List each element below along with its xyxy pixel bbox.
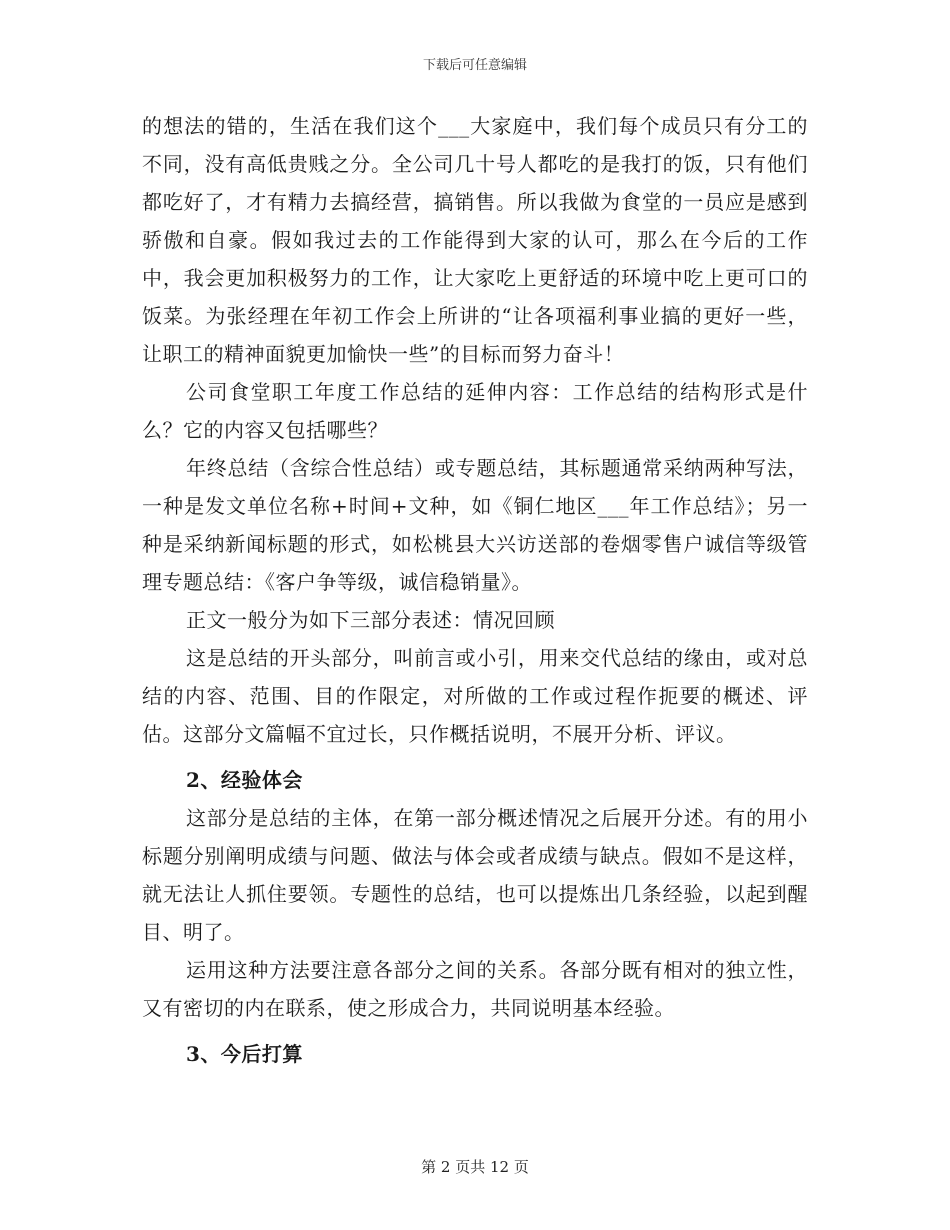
paragraph-body-sections: 正文一般分为如下三部分表述：情况回顾: [186, 608, 555, 632]
paragraph-title-format: 年终总结（含综合性总结）或专题总结，其标题通常采纳两种写法，一种是发文单位名称+时间+文种，如《铜仁地区___年工作总结》；另一种是采纳新闻标题的形式，如松桃县大兴访送部的卷烟零售户诚信等级管理专题总结：《客户争等级，诚信稳销量》。: [142, 456, 808, 594]
paragraph-experience-method: 运用这种方法要注意各部分之间的关系。各部分既有相对的独立性，又有密切的内在联系，使之形成合力，共同说明基本经验。: [142, 958, 808, 1020]
paragraph-experience-body: 这部分是总结的主体，在第一部分概述情况之后展开分述。有的用小标题分别阐明成绩与问题、做法与体会或者成绩与缺点。假如不是这样，就无法让人抓住要领。专题性的总结，也可以提炼出几条经验，以起到醒目、明了。: [142, 806, 808, 944]
paragraph-extension-intro: 公司食堂职工年度工作总结的延伸内容：工作总结的结构形式是什么？它的内容又包括哪些？: [142, 380, 808, 442]
section-heading-plans: 3、今后打算: [186, 1042, 303, 1066]
paragraph-continuation: 的想法的错的，生活在我们这个___大家庭中，我们每个成员只有分工的不同，没有高低贵贱之分。全公司几十号人都吃的是我打的饭，只有他们都吃好了，才有精力去搞经营，搞销售。所以我做为食堂的一员应是感到骄傲和自豪。假如我过去的工作能得到大家的认可，那么在今后的工作中，我会更加积极努力的工作，让大家吃上更舒适的环境中吃上更可口的饭菜。为张经理在年初工作会上所讲的“让各项福利事业搞的更好一些，让职工的精神面貌更加愉快一些”的目标而努力奋斗！: [142, 114, 808, 366]
paragraph-review-section: 这是总结的开头部分，叫前言或小引，用来交代总结的缘由，或对总结的内容、范围、目的作限定，对所做的工作或过程作扼要的概述、评估。这部分文篇幅不宜过长，只作概括说明，不展开分析、评议。: [142, 646, 808, 746]
page-header: 下载后可任意编辑: [422, 58, 527, 73]
document-body: [142, 107, 808, 1073]
section-heading-experience: 2、经验体会: [186, 768, 303, 792]
page-number: 第 2 页共 12 页: [421, 1158, 529, 1176]
